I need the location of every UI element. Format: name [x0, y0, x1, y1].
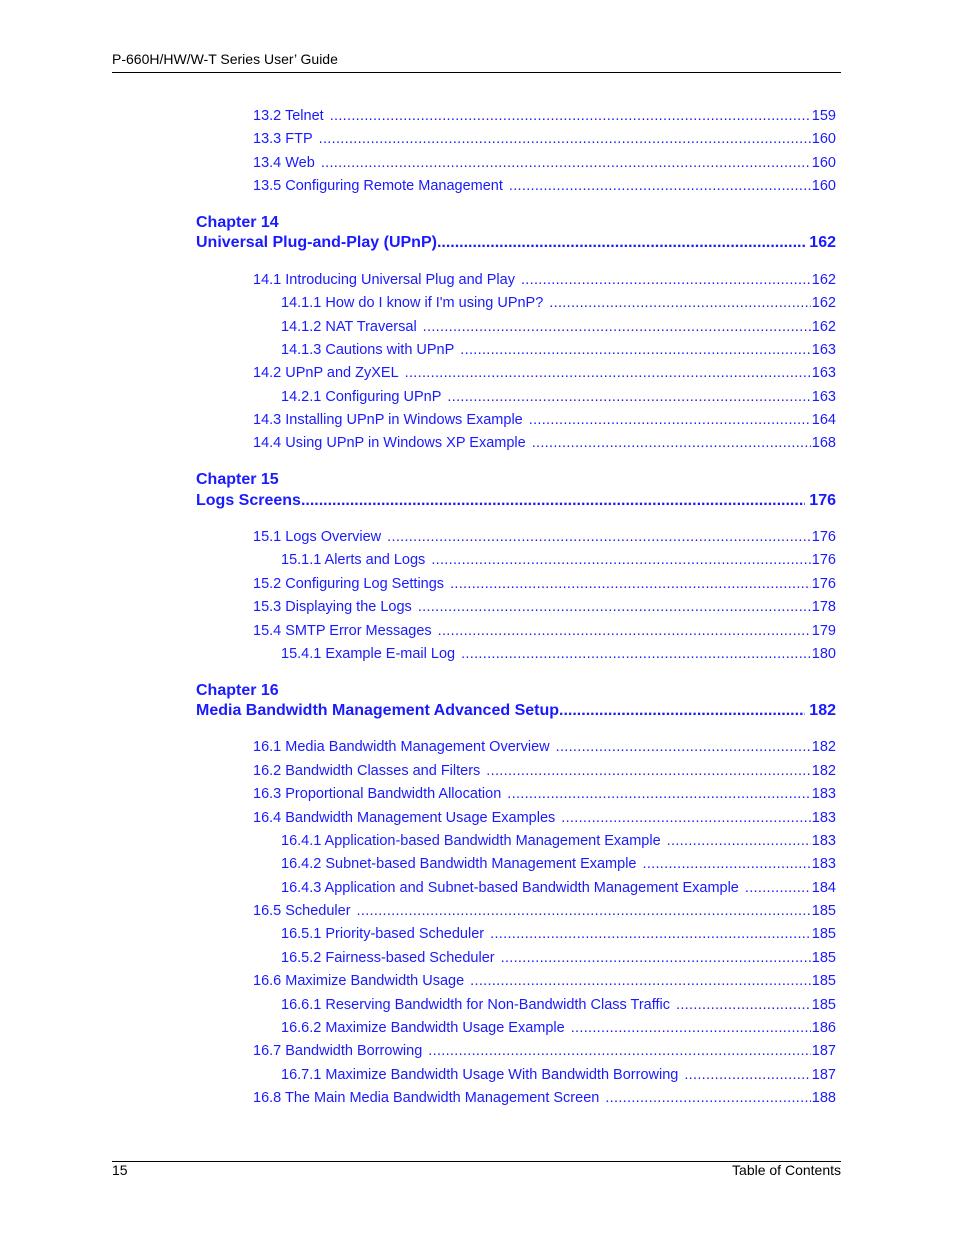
- toc-entry-page: 162: [811, 319, 836, 335]
- toc-entry-label: 15.1 Logs Overview: [253, 529, 382, 545]
- toc-entry-14-1[interactable]: [253, 272, 836, 288]
- toc-entry-page: 182: [811, 763, 836, 779]
- dot-leader: [357, 903, 811, 919]
- toc-entry-page: 164: [811, 412, 836, 428]
- toc-entry-label: 13.3 FTP: [253, 131, 313, 147]
- dot-leader: [321, 155, 811, 171]
- dot-leader: [642, 856, 810, 872]
- toc-entry-label: 13.2 Telnet: [253, 108, 324, 124]
- toc-entry-14-2-1[interactable]: [281, 389, 836, 405]
- toc-entry-label: 16.7.1 Maximize Bandwidth Usage With Bandwidth Borrowing: [281, 1067, 679, 1083]
- toc-entry-page: 168: [811, 435, 836, 451]
- toc-entry-label: 16.4 Bandwidth Management Usage Examples: [253, 810, 556, 826]
- toc-entry-page: 186: [811, 1020, 836, 1036]
- toc-entry-15-1[interactable]: [253, 529, 836, 545]
- dot-leader: [556, 739, 811, 755]
- toc-entry-16-6-2[interactable]: [281, 1020, 836, 1036]
- toc-entry-label: 16.5 Scheduler: [253, 903, 351, 919]
- dot-leader: [529, 412, 811, 428]
- dot-leader: [676, 997, 811, 1013]
- toc-entry-label: 14.4 Using UPnP in Windows XP Example: [253, 435, 526, 451]
- toc-entry-label: 16.4.2 Subnet-based Bandwidth Management Example: [281, 856, 637, 872]
- chapter-14-label[interactable]: Chapter 14: [196, 214, 279, 231]
- toc-entry-label: 14.1 Introducing Universal Plug and Play: [253, 272, 515, 288]
- toc-entry-page: 185: [811, 950, 836, 966]
- toc-entry-16-5-1[interactable]: [281, 926, 836, 942]
- toc-entry-page: 159: [811, 108, 836, 124]
- dot-leader: [509, 178, 811, 194]
- toc-entry-page: 160: [811, 131, 836, 147]
- dot-leader: [319, 131, 811, 147]
- dot-leader: [438, 623, 811, 639]
- toc-entry-label: 13.4 Web: [253, 155, 315, 171]
- toc-entry-page: 183: [811, 810, 836, 826]
- toc-entry-16-4-3[interactable]: [281, 880, 836, 896]
- header-rule: [112, 72, 841, 73]
- toc-entry-14-3[interactable]: [253, 412, 836, 428]
- dot-leader: [418, 599, 811, 615]
- dot-leader: [561, 810, 811, 826]
- dot-leader: [330, 108, 811, 124]
- toc-entry-page: 183: [811, 856, 836, 872]
- toc-entry-15-3[interactable]: [253, 599, 836, 615]
- toc-entry-label: 16.6.1 Reserving Bandwidth for Non-Bandwidth Class Traffic: [281, 997, 671, 1013]
- toc-entry-page: 163: [811, 365, 836, 381]
- toc-entry-label: 16.7 Bandwidth Borrowing: [253, 1043, 423, 1059]
- chapter-16-label[interactable]: Chapter 16: [196, 682, 279, 699]
- toc-entry-page: 183: [811, 833, 836, 849]
- toc-entry-16-1[interactable]: [253, 739, 836, 755]
- toc-entry-16-4-2[interactable]: [281, 856, 836, 872]
- toc-entry-16-2[interactable]: [253, 763, 836, 779]
- chapter-page: 176: [809, 492, 836, 509]
- dot-leader: [490, 926, 811, 942]
- toc-entry-label: 16.1 Media Bandwidth Management Overview: [253, 739, 550, 755]
- toc-entry-label: 15.1.1 Alerts and Logs: [281, 552, 426, 568]
- toc-entry-label: 15.4.1 Example E-mail Log: [281, 646, 456, 662]
- toc-entry-label: 15.4 SMTP Error Messages: [253, 623, 432, 639]
- dot-leader: [428, 1043, 811, 1059]
- dot-leader: [387, 529, 811, 545]
- toc-entry-page: 185: [811, 926, 836, 942]
- toc-entry-15-1-1[interactable]: [281, 552, 836, 568]
- dot-leader: [460, 342, 811, 358]
- toc-entry-label: 16.4.3 Application and Subnet-based Bandwidth Management Example: [281, 880, 739, 896]
- toc-entry-13-4[interactable]: [253, 155, 836, 171]
- toc-entry-label: 15.3 Displaying the Logs: [253, 599, 412, 615]
- toc-entry-16-3[interactable]: [253, 786, 836, 802]
- toc-entry-14-2[interactable]: [253, 365, 836, 381]
- chapter-15-label[interactable]: Chapter 15: [196, 471, 279, 488]
- dot-leader: [549, 295, 811, 311]
- toc-entry-label: 16.5.2 Fairness-based Scheduler: [281, 950, 495, 966]
- toc-entry-label: 13.5 Configuring Remote Management: [253, 178, 503, 194]
- toc-entry-label: 16.4.1 Application-based Bandwidth Management Example: [281, 833, 661, 849]
- toc-entry-label: 15.2 Configuring Log Settings: [253, 576, 445, 592]
- toc-entry-page: 180: [811, 646, 836, 662]
- dot-leader: [501, 950, 811, 966]
- running-header: P-660H/HW/W-T Series User’ Guide: [112, 51, 338, 67]
- toc-entry-label: 16.3 Proportional Bandwidth Allocation: [253, 786, 502, 802]
- toc-entry-14-1-1[interactable]: [281, 295, 836, 311]
- dot-leader: [667, 833, 811, 849]
- dot-leader: [405, 365, 811, 381]
- toc-entry-15-2[interactable]: [253, 576, 836, 592]
- toc-entry-label: 16.6.2 Maximize Bandwidth Usage Example: [281, 1020, 565, 1036]
- toc-entry-label: 16.8 The Main Media Bandwidth Management Screen: [253, 1090, 600, 1106]
- toc-entry-14-4[interactable]: [253, 435, 836, 451]
- toc-entry-page: 163: [811, 389, 836, 405]
- toc-entry-16-5[interactable]: [253, 903, 836, 919]
- toc-entry-16-7-1[interactable]: [281, 1067, 836, 1083]
- toc-entry-page: 179: [811, 623, 836, 639]
- dot-leader: [532, 435, 811, 451]
- toc-entry-label: 16.5.1 Priority-based Scheduler: [281, 926, 485, 942]
- chapter-15-title[interactable]: [196, 492, 836, 510]
- toc-entry-15-4[interactable]: [253, 623, 836, 639]
- page-number: 15: [112, 1162, 128, 1178]
- toc-entry-13-3[interactable]: [253, 131, 836, 147]
- toc-entry-label: 16.6 Maximize Bandwidth Usage: [253, 973, 465, 989]
- toc-entry-label: 14.1.1 How do I know if I'm using UPnP?: [281, 295, 544, 311]
- toc-entry-13-2[interactable]: [253, 108, 836, 124]
- toc-entry-page: 163: [811, 342, 836, 358]
- chapter-title-text: Universal Plug-and-Play (UPnP): [196, 234, 437, 251]
- toc-entry-15-4-1[interactable]: [281, 646, 836, 662]
- dot-leader: [507, 786, 811, 802]
- toc-entry-page: 176: [811, 552, 836, 568]
- toc-entry-16-6-1[interactable]: [281, 997, 836, 1013]
- toc-entry-label: 14.1.2 NAT Traversal: [281, 319, 417, 335]
- toc-entry-16-4[interactable]: [253, 810, 836, 826]
- dot-leader: [450, 576, 811, 592]
- toc-entry-16-4-1[interactable]: [281, 833, 836, 849]
- dot-leader: [431, 552, 810, 568]
- dot-leader: [571, 1020, 811, 1036]
- toc-entry-label: 14.3 Installing UPnP in Windows Example: [253, 412, 523, 428]
- toc-entry-16-8[interactable]: [253, 1090, 836, 1106]
- toc-entry-page: 176: [811, 576, 836, 592]
- toc-entry-page: 187: [811, 1043, 836, 1059]
- toc-entry-page: 188: [811, 1090, 836, 1106]
- toc-entry-16-5-2[interactable]: [281, 950, 836, 966]
- dot-leader: [301, 492, 805, 510]
- toc-entry-16-7[interactable]: [253, 1043, 836, 1059]
- dot-leader: [447, 389, 810, 405]
- toc-entry-page: 162: [811, 295, 836, 311]
- dot-leader: [559, 702, 805, 720]
- toc-entry-label: 14.2 UPnP and ZyXEL: [253, 365, 399, 381]
- toc-entry-14-1-3[interactable]: [281, 342, 836, 358]
- dot-leader: [486, 763, 811, 779]
- toc-entry-page: 162: [811, 272, 836, 288]
- toc-entry-page: 187: [811, 1067, 836, 1083]
- dot-leader: [470, 973, 811, 989]
- chapter-14-title[interactable]: [196, 234, 836, 252]
- chapter-page: 162: [809, 234, 836, 251]
- toc-entry-page: 178: [811, 599, 836, 615]
- toc-entry-label: 14.1.3 Cautions with UPnP: [281, 342, 455, 358]
- toc-entry-page: 185: [811, 997, 836, 1013]
- dot-leader: [521, 272, 811, 288]
- toc-entry-13-5[interactable]: [253, 178, 836, 194]
- toc-entry-14-1-2[interactable]: [281, 319, 836, 335]
- dot-leader: [745, 880, 811, 896]
- toc-entry-page: 185: [811, 973, 836, 989]
- toc-entry-label: 14.2.1 Configuring UPnP: [281, 389, 442, 405]
- toc-entry-page: 160: [811, 155, 836, 171]
- toc-entry-page: 176: [811, 529, 836, 545]
- dot-leader: [461, 646, 811, 662]
- toc-entry-page: 183: [811, 786, 836, 802]
- toc-entry-page: 185: [811, 903, 836, 919]
- toc-entry-16-6[interactable]: [253, 973, 836, 989]
- footer-section-title: Table of Contents: [732, 1162, 841, 1178]
- dot-leader: [423, 319, 811, 335]
- dot-leader: [684, 1067, 810, 1083]
- dot-leader: [437, 234, 805, 252]
- chapter-title-text: Media Bandwidth Management Advanced Setup: [196, 702, 560, 719]
- chapter-16-title[interactable]: [196, 702, 836, 720]
- toc-entry-page: 160: [811, 178, 836, 194]
- dot-leader: [605, 1090, 810, 1106]
- toc-entry-page: 182: [811, 739, 836, 755]
- toc-entry-page: 184: [811, 880, 836, 896]
- chapter-page: 182: [809, 702, 836, 719]
- toc-entry-label: 16.2 Bandwidth Classes and Filters: [253, 763, 481, 779]
- chapter-title-text: Logs Screens: [196, 492, 301, 509]
